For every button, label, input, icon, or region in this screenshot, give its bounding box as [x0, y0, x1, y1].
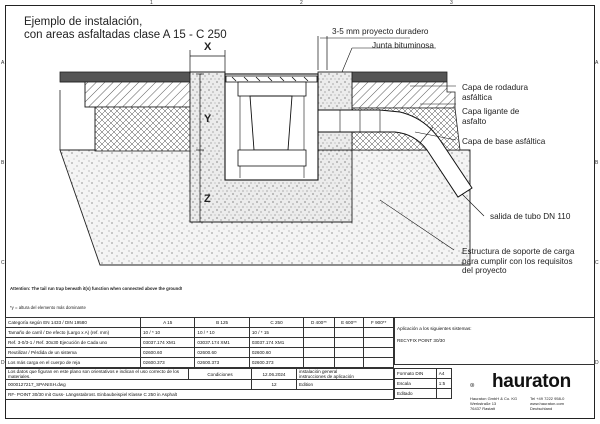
callout-joint-gap: 3-5 mm proyecto duradero — [332, 27, 429, 36]
cast-iron-grate — [226, 76, 317, 82]
frame-marker: 3 — [450, 0, 453, 6]
frame-marker: D — [595, 360, 599, 366]
applies-label: Aplicación a los siguientes sistemas: — [395, 318, 595, 339]
frame-marker: A — [595, 60, 599, 66]
dim-z-label: Z — [204, 193, 211, 205]
asphalt-binder-left — [85, 82, 190, 107]
frame-marker: 2 — [300, 0, 303, 6]
brand-contact: Tel +49 7222 958-0 www.hauraton.com Deutschland — [530, 396, 565, 411]
table-header-row: Categoría según EN 1433 / DIN 19580 A 15 B 125 C 250 D 400** E 600** F 900** — [6, 318, 394, 328]
format-table: Formato DIN A4 Escala 1:5 Editado — [394, 368, 452, 399]
title-line-2: con areas asfaltadas clase A 15 - C 250 — [24, 29, 227, 41]
scale-value: 1:5 — [436, 379, 451, 389]
frame-marker: C — [1, 260, 5, 266]
asphalt-wearing-left — [60, 72, 190, 82]
brand-address: Hauraton GmbH & Co. KG Werkstraße 13 76437 Rastatt — [470, 396, 518, 411]
fine-print: Los datos que figuran en este plano son orientativos e indican el uso correcto de los materiales. — [6, 369, 189, 380]
frame-marker: C — [595, 260, 599, 266]
system-name: RECYFIX POINT 30/30 — [395, 338, 595, 365]
sheet-number: 12 — [252, 380, 297, 390]
edition-label: Edition — [297, 380, 394, 390]
dim-y-label: Y — [204, 113, 212, 125]
document-code: 0000127217_SPANISH.dwg — [6, 380, 252, 390]
table-row: Reutilizar / Pérdida de un sistema 02600.60 02600.60 02600.60 — [6, 348, 394, 358]
callout-base-layer: Capa de base asfáltica — [462, 137, 546, 146]
table-row: Tamaño de carril / De efecto (Largo x A) (ref. mm) 10 / * 10 10 / * 10 10 / * 15 — [6, 328, 394, 338]
callout-outlet: salida de tubo DN 110 — [490, 212, 571, 221]
callout-wearing-layer: Capa de rodadura asfáltica — [462, 83, 529, 102]
frame-marker: D — [1, 360, 5, 366]
load-class-table — [5, 317, 394, 368]
frame-marker: B — [1, 160, 5, 166]
document-info-table — [5, 368, 394, 400]
brand-name: hauraton — [492, 371, 571, 392]
hauraton-logo-mark — [470, 373, 492, 397]
callout-support-structure: Estructura de soporte de carga para cumplir con los requisitos del proyecto — [462, 247, 575, 275]
callout-binder-layer: Capa ligante de asfalto — [462, 107, 520, 126]
attention-note: Attention: The tail run trap beneath it(s) function when connected above the ground! — [10, 286, 183, 291]
conditions-label: Condiciones — [189, 369, 252, 380]
table-row: Ref. 3-0/3-1 / Ref. 30x30 Ejecución de Cada uno 03037.174 XM1 03037.174 XM1 03037.174 XM1 — [6, 338, 394, 348]
instructions-cell: instalación general instrucciones de aplicación — [297, 369, 394, 380]
title-line-1: Ejemplo de instalación, — [24, 16, 143, 28]
frame-marker: B — [595, 160, 599, 166]
dim-x-label: X — [204, 41, 212, 53]
footnote: *y = altura del elemento más dominante — [10, 305, 86, 310]
drawing-description: RF- POINT 30/30 mit Guss- Längsstabrost. Einbaubeispiel Klasse C 250 in Asphalt — [6, 390, 394, 400]
drawing-date: 12.06.2024 — [252, 369, 297, 380]
asphalt-wearing-right — [352, 72, 447, 82]
frame-marker: 1 — [150, 0, 153, 6]
frame-marker: A — [1, 60, 5, 66]
format-value: A4 — [436, 369, 451, 379]
table-row: Los más carga en el cuerpo de reja 02600.373 02600.373 02600.373 — [6, 358, 394, 368]
applies-table — [394, 317, 595, 365]
callout-bitumen-joint: Junta bituminosa — [372, 41, 434, 50]
sediment-bucket — [250, 96, 292, 150]
asphalt-base-left — [95, 107, 190, 151]
